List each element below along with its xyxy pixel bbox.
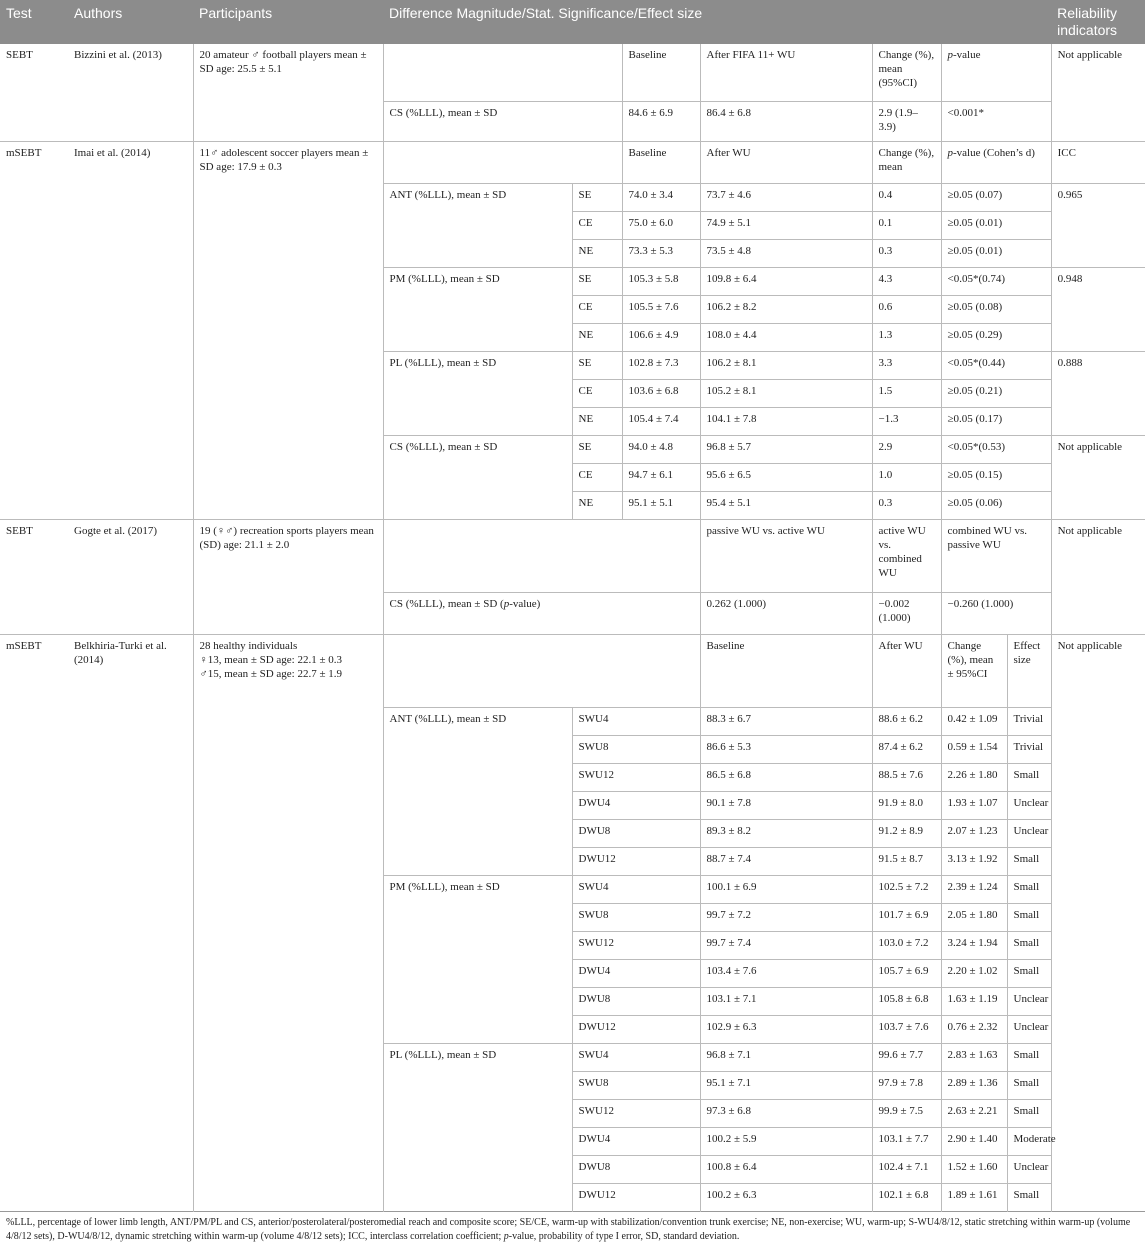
condition-label: DWU12	[572, 1183, 700, 1211]
measure-label: PL (%LLL), mean ± SD	[383, 351, 572, 435]
study-bizzini	[0, 44, 1145, 141]
condition-label: CE	[572, 211, 622, 239]
condition-label: NE	[572, 491, 622, 519]
baseline-value: 102.8 ± 7.3	[622, 351, 700, 379]
baseline-value: 105.4 ± 7.4	[622, 407, 700, 435]
change-value: 2.07 ± 1.23	[941, 819, 1007, 847]
authors-cell: Bizzini et al. (2013)	[74, 49, 162, 61]
baseline-value: 89.3 ± 8.2	[700, 819, 872, 847]
measure-label: PL (%LLL), mean ± SD	[383, 1043, 572, 1211]
change-value: 1.89 ± 1.61	[941, 1183, 1007, 1211]
header-test: Test	[0, 0, 68, 44]
participants-line: ♂15, mean ± SD age: 22.7 ± 1.9	[199, 667, 343, 680]
condition-label: SWU12	[572, 1099, 700, 1127]
baseline-value: 88.3 ± 6.7	[700, 707, 872, 735]
col-change: Change (%), mean (95%CI)	[872, 44, 941, 101]
condition-label: SWU12	[572, 931, 700, 959]
baseline-value: 102.9 ± 6.3	[700, 1015, 872, 1043]
condition-label: SE	[572, 351, 622, 379]
change-value: 1.0	[872, 463, 941, 491]
condition-label: DWU4	[572, 1127, 700, 1155]
col-combined-vs-passive: combined WU vs. passive WU	[941, 519, 1051, 592]
condition-label: SWU4	[572, 707, 700, 735]
change-value: 2.83 ± 1.63	[941, 1043, 1007, 1071]
condition-label: SE	[572, 183, 622, 211]
baseline-value: 84.6 ± 6.9	[622, 101, 700, 141]
after-value: 86.4 ± 6.8	[700, 101, 872, 141]
measure-label: CS (%LLL), mean ± SD (p-value)	[383, 592, 700, 634]
after-value: 95.4 ± 5.1	[700, 491, 872, 519]
baseline-value: 74.0 ± 3.4	[622, 183, 700, 211]
after-value: 105.2 ± 8.1	[700, 379, 872, 407]
participants-line: ♀13, mean ± SD age: 22.1 ± 0.3	[199, 653, 343, 666]
effect-size-value: Small	[1007, 1071, 1051, 1099]
change-value: 0.4	[872, 183, 941, 211]
change-value: 2.05 ± 1.80	[941, 903, 1007, 931]
participants-cell	[193, 634, 383, 1211]
effect-size-value: Unclear	[1007, 819, 1051, 847]
col-passive-vs-active: passive WU vs. active WU	[700, 519, 872, 592]
condition-label: SWU4	[572, 875, 700, 903]
baseline-value: 88.7 ± 7.4	[700, 847, 872, 875]
reliability-cell: Not applicable	[1051, 634, 1145, 1211]
after-value: 87.4 ± 6.2	[872, 735, 941, 763]
p-value: ≥0.05 (0.17)	[941, 407, 1051, 435]
baseline-value: 99.7 ± 7.2	[700, 903, 872, 931]
condition-label: CE	[572, 463, 622, 491]
after-value: 102.5 ± 7.2	[872, 875, 941, 903]
after-value: 88.6 ± 6.2	[872, 707, 941, 735]
effect-size-value: Unclear	[1007, 791, 1051, 819]
effect-size-value: Unclear	[1007, 1015, 1051, 1043]
reliability-cell: Not applicable	[1051, 44, 1145, 141]
condition-label: NE	[572, 239, 622, 267]
after-value: 73.5 ± 4.8	[700, 239, 872, 267]
effect-size-value: Small	[1007, 903, 1051, 931]
change-value: 0.76 ± 2.32	[941, 1015, 1007, 1043]
study-imai	[0, 141, 1145, 519]
baseline-value: 100.2 ± 5.9	[700, 1127, 872, 1155]
change-value: 1.52 ± 1.60	[941, 1155, 1007, 1183]
change-value: 2.89 ± 1.36	[941, 1071, 1007, 1099]
effect-size-value: Small	[1007, 959, 1051, 987]
header-authors: Authors	[68, 0, 193, 44]
condition-label: DWU4	[572, 791, 700, 819]
effect-size-value: Small	[1007, 1043, 1051, 1071]
p-value: ≥0.05 (0.01)	[941, 211, 1051, 239]
combined-vs-passive-value: −0.260 (1.000)	[941, 592, 1051, 634]
measure-label: ANT (%LLL), mean ± SD	[383, 707, 572, 875]
reliability-cell: Not applicable	[1051, 519, 1145, 634]
condition-label: DWU12	[572, 1015, 700, 1043]
condition-label: SWU8	[572, 903, 700, 931]
participants-cell: 20 amateur ♂ football players mean ± SD age: 25.5 ± 5.1	[193, 44, 383, 141]
baseline-value: 94.0 ± 4.8	[622, 435, 700, 463]
authors-cell: Belkhiria-Turki et al. (2014)	[74, 639, 167, 666]
baseline-value: 86.5 ± 6.8	[700, 763, 872, 791]
condition-label: SWU4	[572, 1043, 700, 1071]
change-value: 2.90 ± 1.40	[941, 1127, 1007, 1155]
baseline-value: 100.8 ± 6.4	[700, 1155, 872, 1183]
change-value: 0.42 ± 1.09	[941, 707, 1007, 735]
condition-label: SWU8	[572, 735, 700, 763]
after-value: 73.7 ± 4.6	[700, 183, 872, 211]
after-value: 103.1 ± 7.7	[872, 1127, 941, 1155]
authors-cell: Imai et al. (2014)	[74, 146, 151, 159]
baseline-value: 103.1 ± 7.1	[700, 987, 872, 1015]
p-value: <0.05*(0.74)	[941, 267, 1051, 295]
change-value: 3.3	[872, 351, 941, 379]
header-difference: Difference Magnitude/Stat. Significance/Effect size	[383, 0, 1051, 44]
baseline-value: 97.3 ± 6.8	[700, 1099, 872, 1127]
effect-size-value: Small	[1007, 1099, 1051, 1127]
effect-size-value: Small	[1007, 931, 1051, 959]
baseline-value: 103.6 ± 6.8	[622, 379, 700, 407]
baseline-value: 73.3 ± 5.3	[622, 239, 700, 267]
after-value: 105.7 ± 6.9	[872, 959, 941, 987]
effect-size-value: Trivial	[1007, 735, 1051, 763]
baseline-value: 103.4 ± 7.6	[700, 959, 872, 987]
after-value: 95.6 ± 6.5	[700, 463, 872, 491]
col-change: Change (%), mean	[872, 141, 941, 183]
after-value: 97.9 ± 7.8	[872, 1071, 941, 1099]
p-value: ≥0.05 (0.15)	[941, 463, 1051, 491]
change-value: 3.24 ± 1.94	[941, 931, 1007, 959]
change-value: 2.63 ± 2.21	[941, 1099, 1007, 1127]
change-value: 1.5	[872, 379, 941, 407]
change-value: 0.6	[872, 295, 941, 323]
effect-size-value: Small	[1007, 847, 1051, 875]
after-value: 99.6 ± 7.7	[872, 1043, 941, 1071]
change-value: 0.3	[872, 239, 941, 267]
baseline-value: 94.7 ± 6.1	[622, 463, 700, 491]
study-gogte	[0, 519, 1145, 634]
col-after: After FIFA 11+ WU	[700, 44, 872, 101]
p-value: <0.001*	[941, 101, 1051, 141]
condition-label: SWU8	[572, 1071, 700, 1099]
measure-label: ANT (%LLL), mean ± SD	[383, 183, 572, 267]
icc-value: 0.965	[1051, 183, 1145, 267]
p-value: <0.05*(0.44)	[941, 351, 1051, 379]
after-value: 91.2 ± 8.9	[872, 819, 941, 847]
condition-label: CE	[572, 379, 622, 407]
after-value: 108.0 ± 4.4	[700, 323, 872, 351]
condition-label: SE	[572, 267, 622, 295]
after-value: 105.8 ± 6.8	[872, 987, 941, 1015]
p-value: ≥0.05 (0.07)	[941, 183, 1051, 211]
after-value: 74.9 ± 5.1	[700, 211, 872, 239]
col-change: Change (%), mean ± 95%CI	[941, 634, 1007, 707]
participants-cell: 19 (♀♂) recreation sports players mean (SD) age: 21.1 ± 2.0	[193, 519, 383, 634]
after-value: 99.9 ± 7.5	[872, 1099, 941, 1127]
after-value: 91.9 ± 8.0	[872, 791, 941, 819]
baseline-value: 100.1 ± 6.9	[700, 875, 872, 903]
measure-label: CS (%LLL), mean ± SD	[383, 101, 622, 141]
col-after: After WU	[700, 141, 872, 183]
change-value: 2.9	[872, 435, 941, 463]
baseline-value: 86.6 ± 5.3	[700, 735, 872, 763]
condition-label: CE	[572, 295, 622, 323]
after-value: 103.0 ± 7.2	[872, 931, 941, 959]
col-active-vs-combined: active WU vs. combined WU	[872, 519, 941, 592]
baseline-value: 99.7 ± 7.4	[700, 931, 872, 959]
p-value: ≥0.05 (0.21)	[941, 379, 1051, 407]
participants-cell: 11♂ adolescent soccer players mean ± SD age: 17.9 ± 0.3	[193, 141, 383, 519]
col-after: After WU	[872, 634, 941, 707]
effect-size-value: Moderate	[1007, 1127, 1051, 1155]
after-value: 106.2 ± 8.2	[700, 295, 872, 323]
col-pvalue: p-value	[941, 44, 1051, 101]
after-value: 103.7 ± 7.6	[872, 1015, 941, 1043]
change-value: 3.13 ± 1.92	[941, 847, 1007, 875]
condition-label: DWU4	[572, 959, 700, 987]
measure-label: PM (%LLL), mean ± SD	[383, 267, 572, 351]
change-value: 2.9 (1.9–3.9)	[872, 101, 941, 141]
col-pvalue: p-value (Cohen’s d)	[941, 141, 1051, 183]
icc-value: Not applicable	[1051, 435, 1145, 519]
p-value: <0.05*(0.53)	[941, 435, 1051, 463]
baseline-value: 90.1 ± 7.8	[700, 791, 872, 819]
test-cell: mSEBT	[6, 146, 42, 159]
change-value: 0.3	[872, 491, 941, 519]
condition-label: DWU12	[572, 847, 700, 875]
active-vs-combined-value: −0.002 (1.000)	[872, 592, 941, 634]
change-value: 0.59 ± 1.54	[941, 735, 1007, 763]
col-effect-size: Effect size	[1007, 634, 1051, 707]
col-baseline: Baseline	[622, 141, 700, 183]
condition-label: SWU12	[572, 763, 700, 791]
effect-size-value: Small	[1007, 1183, 1051, 1211]
change-value: −1.3	[872, 407, 941, 435]
baseline-value: 96.8 ± 7.1	[700, 1043, 872, 1071]
header-reliability: Reliability indicators	[1051, 0, 1145, 44]
header-participants: Participants	[193, 0, 383, 44]
footnote: %LLL, percentage of lower limb length, ANT/PM/PL and CS, anterior/posterolateral/posteromedial reach and composite score; SE/CE, warm-up with stabilization/convention trunk exercise; NE, non-exercise; WU, warm-up; S-WU4/8/12, static stretching within warm-up (volume 4/8/12 sets), D-WU4/8/12, dynamic stretching within warm-up (volume 4/8/12 sets); ICC, interclass correlation coefficient; p-value, probability of type I error, SD, standard deviation.	[0, 1211, 1145, 1248]
baseline-value: 75.0 ± 6.0	[622, 211, 700, 239]
condition-label: SE	[572, 435, 622, 463]
study-belkhiria	[0, 634, 1145, 1211]
change-value: 1.93 ± 1.07	[941, 791, 1007, 819]
baseline-value: 106.6 ± 4.9	[622, 323, 700, 351]
after-value: 102.1 ± 6.8	[872, 1183, 941, 1211]
after-value: 109.8 ± 6.4	[700, 267, 872, 295]
effect-size-value: Small	[1007, 763, 1051, 791]
col-icc: ICC	[1051, 141, 1145, 183]
baseline-value: 105.5 ± 7.6	[622, 295, 700, 323]
p-value: ≥0.05 (0.08)	[941, 295, 1051, 323]
measure-label: CS (%LLL), mean ± SD	[383, 435, 572, 519]
after-value: 91.5 ± 8.7	[872, 847, 941, 875]
col-baseline: Baseline	[700, 634, 872, 707]
baseline-value: 95.1 ± 7.1	[700, 1071, 872, 1099]
change-value: 0.1	[872, 211, 941, 239]
header-row	[0, 0, 1145, 44]
change-value: 1.63 ± 1.19	[941, 987, 1007, 1015]
after-value: 88.5 ± 7.6	[872, 763, 941, 791]
col-baseline: Baseline	[622, 44, 700, 101]
effect-size-value: Unclear	[1007, 1155, 1051, 1183]
after-value: 104.1 ± 7.8	[700, 407, 872, 435]
condition-label: DWU8	[572, 987, 700, 1015]
after-value: 96.8 ± 5.7	[700, 435, 872, 463]
change-value: 2.20 ± 1.02	[941, 959, 1007, 987]
test-cell: SEBT	[6, 524, 33, 537]
p-value: ≥0.05 (0.06)	[941, 491, 1051, 519]
change-value: 2.26 ± 1.80	[941, 763, 1007, 791]
icc-value: 0.888	[1051, 351, 1145, 435]
measure-label: PM (%LLL), mean ± SD	[383, 875, 572, 1043]
change-value: 4.3	[872, 267, 941, 295]
after-value: 106.2 ± 8.1	[700, 351, 872, 379]
effect-size-value: Unclear	[1007, 987, 1051, 1015]
participants-line: 28 healthy individuals	[199, 639, 298, 652]
p-value: ≥0.05 (0.29)	[941, 323, 1051, 351]
change-value: 2.39 ± 1.24	[941, 875, 1007, 903]
p-value: ≥0.05 (0.01)	[941, 239, 1051, 267]
after-value: 101.7 ± 6.9	[872, 903, 941, 931]
after-value: 102.4 ± 7.1	[872, 1155, 941, 1183]
effect-size-value: Small	[1007, 875, 1051, 903]
icc-value: 0.948	[1051, 267, 1145, 351]
baseline-value: 105.3 ± 5.8	[622, 267, 700, 295]
change-value: 1.3	[872, 323, 941, 351]
condition-label: NE	[572, 323, 622, 351]
baseline-value: 100.2 ± 6.3	[700, 1183, 872, 1211]
condition-label: DWU8	[572, 819, 700, 847]
condition-label: DWU8	[572, 1155, 700, 1183]
condition-label: NE	[572, 407, 622, 435]
test-cell: SEBT	[6, 49, 33, 61]
effect-size-value: Trivial	[1007, 707, 1051, 735]
passive-vs-active-value: 0.262 (1.000)	[700, 592, 872, 634]
test-cell: mSEBT	[6, 639, 42, 652]
authors-cell: Gogte et al. (2017)	[74, 524, 158, 537]
baseline-value: 95.1 ± 5.1	[622, 491, 700, 519]
